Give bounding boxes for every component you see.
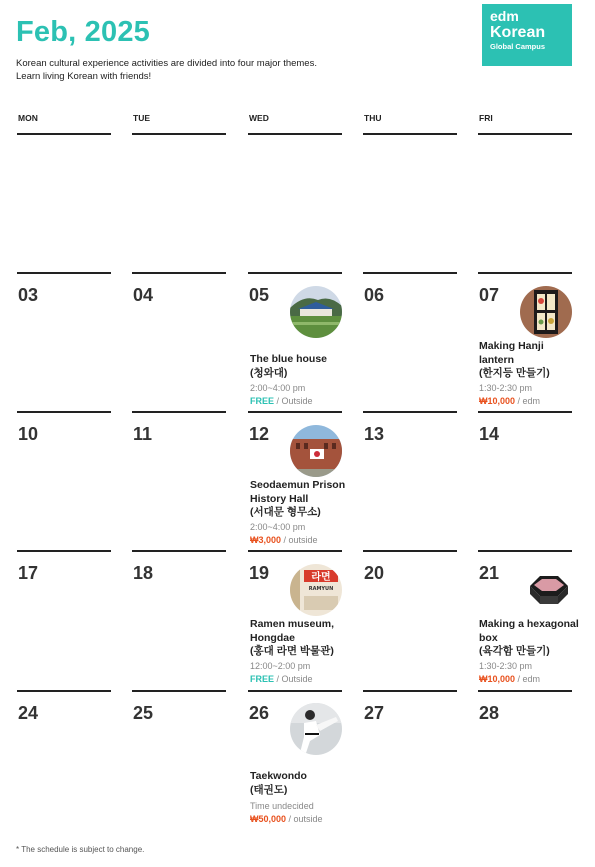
event-name-line: Making a hexagonal bbox=[479, 618, 579, 630]
event-time: 2:00~4:00 pm bbox=[250, 522, 306, 532]
date-06: 06 bbox=[364, 285, 385, 305]
event-name-line: (청와대) bbox=[250, 366, 288, 379]
rule bbox=[363, 690, 457, 692]
event-name-line: (한지등 만들기) bbox=[479, 367, 550, 379]
weekday-wed: WED bbox=[249, 113, 269, 123]
rule bbox=[363, 550, 457, 552]
date-25: 25 bbox=[133, 703, 154, 723]
date-21: 21 bbox=[479, 563, 500, 583]
rule bbox=[17, 272, 111, 274]
date-19: 19 bbox=[249, 563, 270, 583]
ramen-sub-text: RAMYUN bbox=[308, 586, 334, 592]
event-time: Time undecided bbox=[250, 801, 314, 811]
event-place: / Outside bbox=[274, 674, 313, 684]
event-price-line bbox=[250, 673, 313, 686]
rule bbox=[363, 411, 457, 413]
date-24: 24 bbox=[18, 703, 39, 723]
event-place: / Outside bbox=[274, 396, 313, 406]
taekwondo-photo bbox=[290, 703, 342, 755]
rule bbox=[17, 133, 111, 135]
date-11: 11 bbox=[133, 424, 153, 444]
rule bbox=[478, 272, 572, 274]
rule bbox=[248, 411, 342, 413]
event-blue-house-meta bbox=[250, 382, 313, 408]
event-hexbox-meta bbox=[479, 660, 540, 686]
rule bbox=[132, 550, 226, 552]
rule bbox=[132, 690, 226, 692]
date-20: 20 bbox=[364, 563, 385, 583]
date-04: 04 bbox=[133, 285, 154, 305]
logo-line-2: Korean bbox=[490, 24, 546, 41]
date-10: 10 bbox=[18, 424, 39, 444]
event-taekwondo-name bbox=[250, 770, 307, 797]
weekday-fri: FRI bbox=[479, 113, 493, 123]
rule bbox=[248, 133, 342, 135]
date-14: 14 bbox=[479, 424, 500, 444]
logo-line-1: edm bbox=[490, 8, 519, 24]
rule bbox=[478, 690, 572, 692]
date-27: 27 bbox=[364, 703, 385, 723]
event-price: ₩10,000 bbox=[479, 396, 516, 406]
page-title: Feb, 2025 bbox=[16, 16, 150, 48]
event-name-line: Ramen museum, bbox=[250, 618, 335, 630]
rule bbox=[478, 411, 572, 413]
event-price-line bbox=[479, 673, 540, 686]
date-13: 13 bbox=[364, 424, 385, 444]
seodaemun-prison-photo bbox=[290, 425, 342, 477]
rule bbox=[478, 133, 572, 135]
rule bbox=[248, 272, 342, 274]
weekday-thu: THU bbox=[364, 113, 382, 123]
event-price-line bbox=[250, 395, 313, 408]
event-ramen-name bbox=[250, 618, 334, 659]
event-hanji-meta bbox=[479, 382, 540, 408]
date-18: 18 bbox=[133, 563, 154, 583]
event-name-line: History Hall bbox=[250, 492, 309, 505]
date-26: 26 bbox=[249, 703, 270, 723]
event-place: / edm bbox=[515, 396, 541, 406]
rule bbox=[248, 690, 342, 692]
rule bbox=[17, 690, 111, 692]
event-name-line: The blue house bbox=[250, 353, 328, 365]
event-price: ₩3,000 bbox=[250, 535, 282, 545]
date-17: 17 bbox=[18, 563, 39, 583]
event-time: 2:00~4:00 pm bbox=[250, 383, 306, 393]
event-hexbox-name bbox=[479, 618, 579, 659]
date-07: 07 bbox=[479, 285, 500, 305]
event-name-line: Taekwondo bbox=[250, 770, 307, 782]
intro-line-2: Learn living Korean with friends! bbox=[16, 70, 152, 82]
rule bbox=[132, 272, 226, 274]
event-name-line: Making Hanji bbox=[479, 340, 544, 352]
event-name-line: lantern bbox=[479, 353, 515, 366]
event-name-line: box bbox=[479, 631, 498, 644]
logo-line-3: Global Campus bbox=[490, 42, 546, 51]
rule bbox=[248, 550, 342, 552]
event-name-line: Seodaemun Prison bbox=[250, 479, 346, 491]
event-price: ₩50,000 bbox=[250, 814, 287, 824]
event-seodaemun-meta bbox=[250, 521, 318, 547]
date-05: 05 bbox=[249, 285, 270, 305]
weekday-mon: MON bbox=[18, 113, 38, 123]
event-name-line: Hongdae bbox=[250, 631, 295, 644]
event-time: 1:30-2:30 pm bbox=[479, 383, 533, 393]
event-price-line bbox=[250, 813, 323, 826]
event-price: FREE bbox=[250, 396, 275, 406]
event-time: 1:30-2:30 pm bbox=[479, 661, 533, 671]
event-ramen-meta bbox=[250, 660, 313, 686]
event-price-line bbox=[479, 395, 540, 408]
event-place: / outside bbox=[281, 535, 318, 545]
rule bbox=[17, 550, 111, 552]
event-price: ₩10,000 bbox=[479, 674, 516, 684]
event-seodaemun-name bbox=[250, 479, 345, 520]
event-place: / outside bbox=[286, 814, 323, 824]
weekday-tue: TUE bbox=[133, 113, 150, 123]
date-03: 03 bbox=[18, 285, 39, 305]
event-taekwondo-meta bbox=[250, 800, 323, 826]
event-hanji-name bbox=[479, 340, 550, 381]
rule bbox=[132, 133, 226, 135]
event-price-line bbox=[250, 534, 318, 547]
blue-house-photo bbox=[290, 286, 342, 338]
rule bbox=[363, 272, 457, 274]
event-name-line: (태권도) bbox=[250, 783, 288, 796]
event-place: / edm bbox=[515, 674, 541, 684]
rule bbox=[478, 550, 572, 552]
ramen-sign-text: 라면 bbox=[311, 572, 331, 583]
event-name-line: (서대문 형무소) bbox=[250, 506, 321, 518]
ramen-museum-photo bbox=[290, 564, 342, 616]
hexagonal-box-photo bbox=[520, 564, 572, 616]
event-name-line: (육각함 만들기) bbox=[479, 645, 550, 657]
intro-line-1: Korean cultural experience activities are divided into four major themes. bbox=[16, 58, 317, 69]
event-price: FREE bbox=[250, 674, 275, 684]
date-28: 28 bbox=[479, 703, 500, 723]
event-name-line: (홍대 라면 박물관) bbox=[250, 645, 334, 657]
hanji-lantern-photo bbox=[520, 286, 572, 338]
event-time: 12:00~2:00 pm bbox=[250, 661, 311, 671]
rule bbox=[17, 411, 111, 413]
edm-korean-logo bbox=[482, 4, 572, 66]
event-blue-house-name bbox=[250, 353, 327, 380]
rule bbox=[132, 411, 226, 413]
intro-text bbox=[16, 58, 317, 83]
footnote: * The schedule is subject to change. bbox=[16, 845, 145, 854]
rule bbox=[363, 133, 457, 135]
date-12: 12 bbox=[249, 424, 270, 444]
